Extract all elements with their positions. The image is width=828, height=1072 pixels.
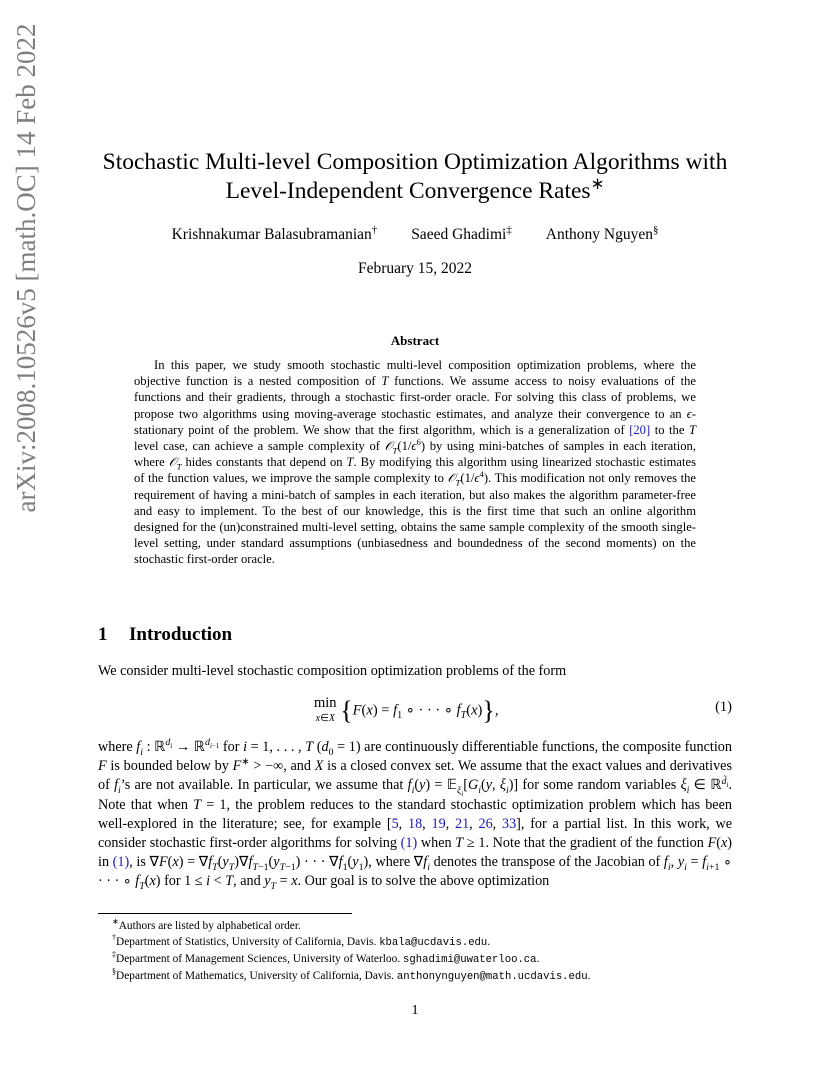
arxiv-identifier-stamp: arXiv:2008.10526v5 [math.OC] 14 Feb 2022 — [11, 23, 41, 513]
author-email[interactable]: kbala@ucdavis.edu — [379, 937, 488, 949]
citation-link[interactable]: [20] — [629, 422, 651, 437]
text-segment: for some random variables — [518, 777, 681, 794]
abstract-segment: . This modification not only removes the requirement of having a mini-batch of samples in each iteration, but also makes the algorithm parameter-free and easy to implement. To the best of our knowledge, this is the first time that such an online algorithm designed for the (un)constrained multi-level setting, obtains the same sample complexity of the smooth single-level setting, under standard assumptions (unbiasedness and boundedness of the second moments) on the stochastic first-order oracle. — [134, 471, 696, 567]
footnote-text: Authors are listed by alphabetical order. — [118, 920, 301, 932]
text-segment: . Note that when — [98, 777, 732, 813]
intro-paragraph-1: We consider multi-level stochastic composition optimization problems of the form — [98, 663, 567, 679]
text-segment: , and — [233, 873, 265, 890]
author-name: Anthony Nguyen — [545, 226, 653, 243]
abstract-segment: -stationary point of the problem. We show that the first algorithm, which is a generalization of — [134, 406, 696, 437]
intro-paragraph-2: where $f_i$ : ℝ$^{d_i}$ → ℝ$^{d_{i-1}}$ for i = 1, . . . , T $(d_0 = 1)$ are continuously differentiable functions, the composite function F is bounded below by F∗ > −∞, and X is a closed convex set. We assume that the exact values and derivatives of $f_i’s$ are not available. In particular, we assume that $f_i(y)$ = $𝔼_{\xi_i}[G_i(y$, $\xi_i$)] for some random variables $\xi_i$ ∈ ℝ$^{d̃_i}$. Note that when T = 1, the problem reduces to the standard stochastic optimization problem which has been well-explored in the literature; see, for example [5, 18, 19, 21, 26, 33], for a partial list. In this work, we consider stochastic first-order algorithms for solving (1) when T ≥ 1. Note that the gradient of the function F(x) in (1), is $\nabla F(x) = \nabla f_T(y_T)\nabla f_{T-1}(y_{T-1})$ · · · $\nabla f_1(y_1)$, where $\nabla f_i$ denotes the transpose of the Jacobian of $f_i$, $y_i = f_{i+1}$ ∘ · · · ∘ $f_T(x)$ for 1 ≤ i < T, and $y_T = x$. Our goal is to solve the above optimization — [98, 737, 733, 893]
abstract-segment: to the — [650, 422, 689, 437]
citation-link[interactable]: 26 — [478, 815, 493, 832]
title-line-2-text: Level-Independent Convergence Rates — [225, 178, 591, 204]
text-segment: , where — [368, 854, 414, 871]
footnote-mark: ∗ — [112, 917, 119, 927]
text-segment: is a closed convex set. We assume that the exact values and derivatives of — [98, 758, 732, 794]
text-segment: are continuously differentiable functions, the composite function — [360, 739, 732, 755]
footnote-mark: § — [112, 967, 116, 977]
page-number: 1 — [411, 1003, 419, 1018]
footnotes — [112, 918, 732, 985]
equation-number: (1) — [715, 699, 732, 715]
text-segment: for — [219, 739, 244, 755]
text-segment: in — [98, 854, 113, 871]
section-heading — [98, 624, 232, 646]
footnote-text: Department of Management Sciences, University of Waterloo. — [115, 953, 404, 965]
text-segment: ], for a partial list. In this work, we consider stochastic first-order algorithms for solving — [98, 815, 733, 852]
section-number: 1 — [98, 624, 108, 645]
author-name: Saeed Ghadimi — [411, 226, 507, 243]
citation-link[interactable]: 33 — [501, 815, 517, 832]
equation-1 — [98, 692, 732, 728]
citation-link[interactable]: 18 — [407, 815, 423, 832]
abstract-segment: by using mini-batches of samples in each iteration, where — [134, 439, 696, 470]
citation-link[interactable]: 19 — [431, 815, 446, 832]
footnote: ‡Department of Management Sciences, University of Waterloo. sghadimi@uwaterloo.ca. — [112, 950, 540, 966]
publication-date: February 15, 2022 — [357, 260, 473, 277]
text-segment: when — [417, 835, 456, 852]
footnote: †Department of Statistics, University of California, Davis. kbala@ucdavis.edu. — [112, 933, 491, 949]
author — [545, 223, 659, 244]
abstract-segment: functions. We assume access to noisy evaluations of the functions and their gradients, through a stochastic first-order oracle. For solving this class of problems, we propose two algorithms using moving-average stochastic estimates, and analyze their convergence to an — [134, 374, 696, 421]
author-list — [98, 223, 732, 244]
abstract-heading: Abstract — [390, 333, 440, 348]
author — [171, 223, 378, 244]
title-line-2 — [98, 174, 732, 206]
footnote-mark: ‡ — [112, 950, 116, 960]
title-line-1: Stochastic Multi-level Composition Optimization Algorithms with — [102, 149, 728, 175]
equation-body: min x∈X {$F(x) = f_1$ ∘ · · · ∘ $f_T(x)$}, — [314, 695, 499, 725]
author-email[interactable]: sghadimi@uwaterloo.ca — [403, 954, 537, 966]
author-email[interactable]: anthonynguyen@math.ucdavis.edu — [396, 971, 588, 983]
text-segment: denotes the transpose of the Jacobian of — [429, 854, 664, 871]
text-segment: ’s are not available. In particular, we assume that — [120, 777, 408, 794]
author-footnote-mark: § — [652, 223, 659, 236]
footnote-text: Department of Mathematics, University of California, Davis. — [115, 970, 397, 982]
text-segment: is bounded below by — [106, 758, 233, 775]
abstract-segment: level case, can achieve a sample complexity of — [134, 439, 385, 454]
abstract-segment: . By modifying this algorithm using linearized stochastic estimates of the function values, we improve the sample complexity to — [134, 455, 696, 486]
paper-title — [98, 148, 732, 206]
text-segment: , is — [129, 854, 150, 871]
section-title: Introduction — [129, 624, 233, 645]
citation-link[interactable]: 5 — [391, 815, 399, 832]
text-segment: for — [160, 873, 185, 890]
text-segment: , the problem reduces to the standard stochastic optimization problem which has been well-explored in the literature; see, for example [ — [98, 796, 732, 832]
title-footnote-mark: ∗ — [590, 174, 605, 194]
abstract-segment: hides constants that depend on — [181, 455, 347, 470]
abstract-segment: In this paper, we study smooth stochastic multi-level composition optimization problems, where the objective function is a nested composition of — [134, 358, 696, 389]
citation-link[interactable]: 21 — [454, 815, 470, 832]
equation-reference-link[interactable]: (1) — [400, 835, 418, 852]
equation-reference-link[interactable]: (1) — [112, 854, 130, 871]
author-name: Krishnakumar Balasubramanian — [171, 226, 372, 243]
text-segment: . Note that the gradient of the function — [485, 835, 708, 852]
text-segment: , and — [283, 758, 315, 775]
footnote-divider — [98, 913, 352, 914]
footnote: §Department of Mathematics, University of California, Davis. anthonynguyen@math.ucdavis.edu. — [112, 967, 591, 983]
author — [411, 223, 512, 244]
abstract-text: In this paper, we study smooth stochastic multi-level composition optimization problems, where the objective function is a nested composition of T functions. We assume access to noisy evaluations of the functions and their gradients, through a stochastic first-order oracle. For solving this class of problems, we propose two algorithms using moving-average stochastic estimates, and analyze their convergence to an ϵ-stationary point of the problem. We show that the first algorithm, which is a generalization of [20] to the T level case, can achieve a sample complexity of $𝒪_T(1/\epsilon^6)$ by using mini-batches of samples in each iteration, where 𝒪$_T$ hides constants that depend on T. By modifying this algorithm using linearized stochastic estimates of the function values, we improve the sample complexity to $𝒪_T(1/\epsilon^4)$. This modification not only removes the requirement of having a mini-batch of samples in each iteration, but also makes the algorithm parameter-free and easy to implement. To the best of our knowledge, this is the first time that such an online algorithm designed for the (un)constrained multi-level setting, obtains the same sample complexity of the smooth single-level setting, under standard assumptions (unbiasedness and boundedness of the second moments) on the stochastic first-order oracle. — [134, 358, 696, 567]
text-segment: . Our goal is to solve the above optimization — [297, 873, 550, 890]
author-footnote-mark: † — [371, 223, 378, 236]
footnote-mark: † — [112, 933, 116, 943]
text-segment: where — [98, 739, 137, 755]
footnote-text: Department of Statistics, University of California, Davis. — [115, 936, 380, 948]
footnote — [112, 918, 732, 934]
author-footnote-mark: ‡ — [506, 223, 512, 236]
